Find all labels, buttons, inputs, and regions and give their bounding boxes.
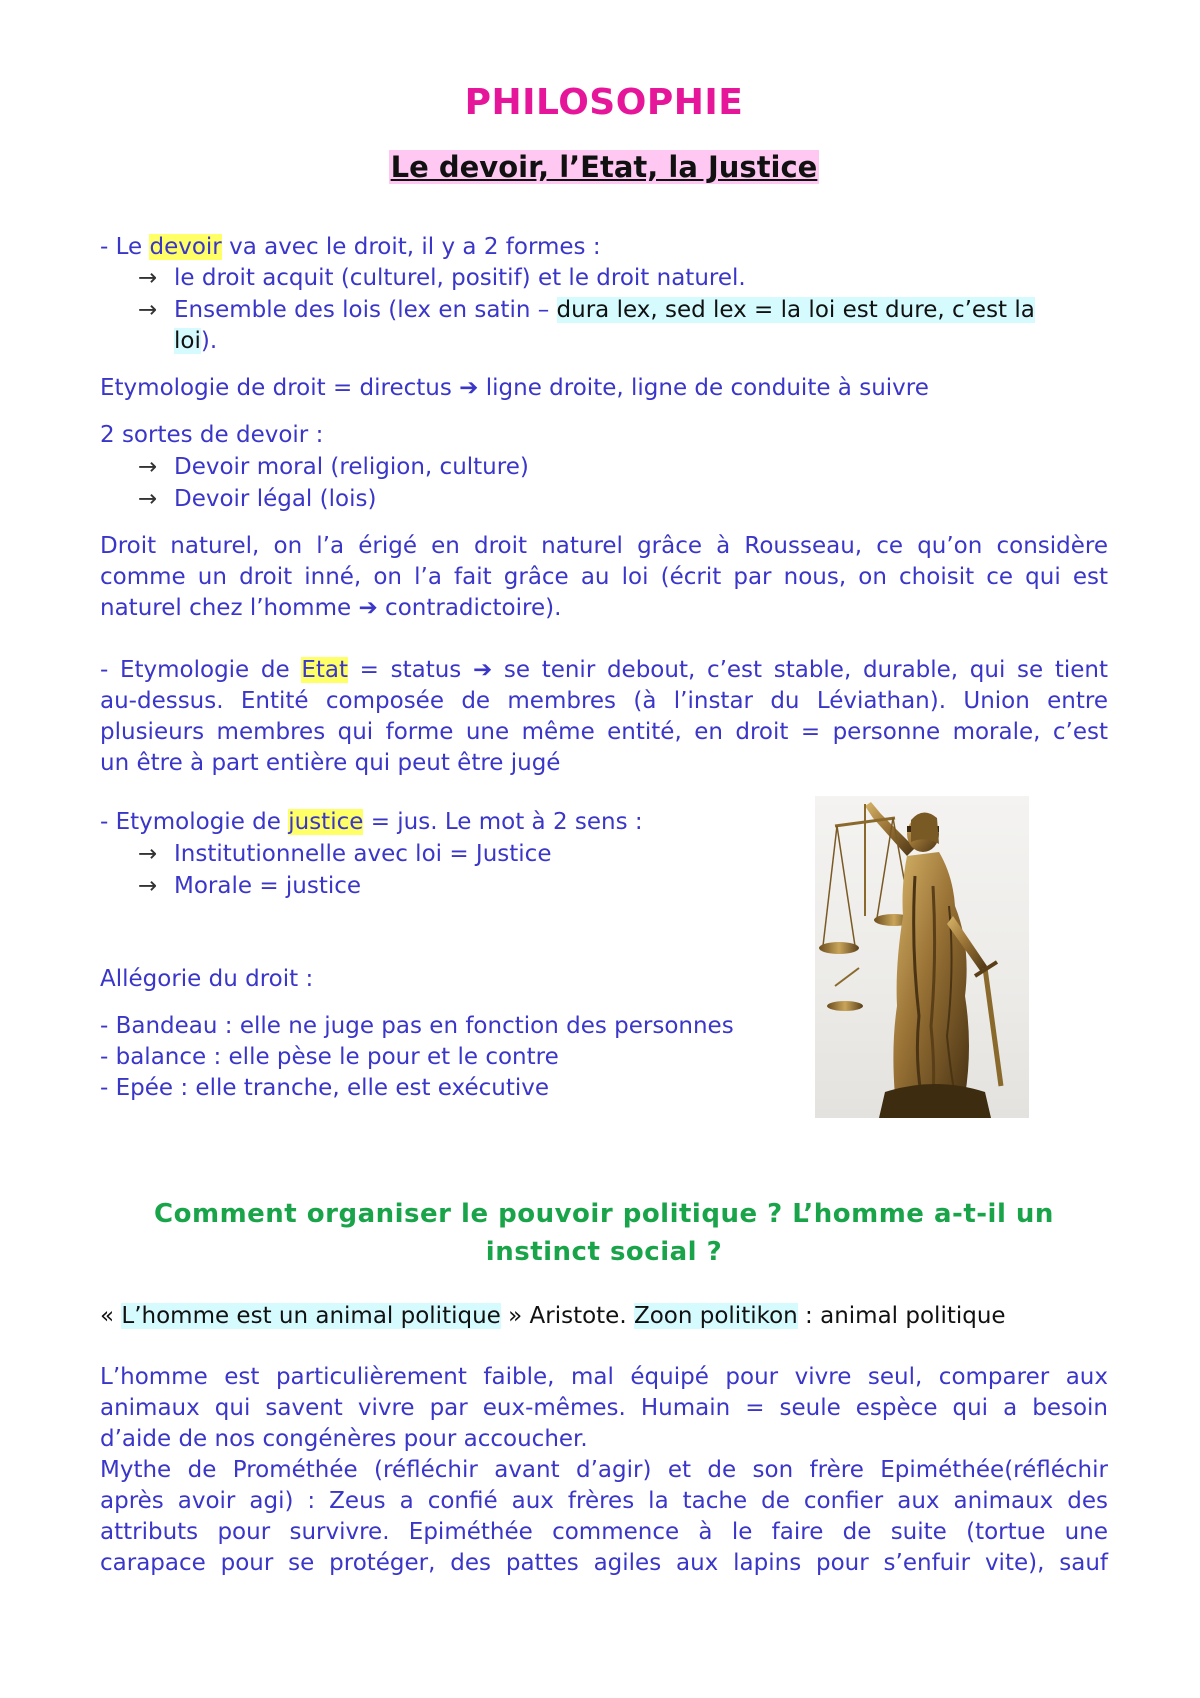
justice-statue-icon bbox=[815, 796, 1029, 1118]
text-fragment: - Le bbox=[100, 234, 150, 260]
droit-naturel-line-2: comme un droit inné, on l’a fait grâce au loi (écrit par nous, on choisit ce qui est bbox=[100, 564, 1108, 590]
etat-line-4: un être à part entière qui peut être jugé bbox=[100, 750, 561, 776]
bold-arrow-icon: ➔ bbox=[472, 657, 493, 683]
document-title: PHILOSOPHIE bbox=[464, 82, 744, 123]
text-fragment: le droit acquit (culturel, positif) et le droit naturel. bbox=[174, 265, 746, 291]
justice-statue-photo bbox=[815, 796, 1029, 1118]
arrow-item-ensemble-lois bbox=[138, 295, 1035, 326]
etat-line-2: au-dessus. Entité composée de membres (à l’instar du Léviathan). Union entre bbox=[100, 688, 1108, 714]
text-fragment: - Etymologie de bbox=[100, 809, 289, 835]
text-fragment: ). bbox=[200, 328, 218, 354]
arrow-icon: → bbox=[138, 841, 158, 867]
arrow-icon: → bbox=[138, 454, 158, 480]
sortes-devoir: 2 sortes de devoir : bbox=[100, 422, 324, 448]
droit-naturel-line-1: Droit naturel, on l’a érigé en droit naturel grâce à Rousseau, ce qu’on considère bbox=[100, 533, 1108, 559]
mythe-line-3: attributs pour survivre. Epiméthée commence à le faire de suite (tortue une bbox=[100, 1519, 1108, 1545]
text-fragment: Devoir moral (religion, culture) bbox=[174, 454, 529, 480]
etymologie-droit bbox=[100, 373, 929, 404]
text-fragment: = status bbox=[347, 657, 473, 683]
text-fragment: = jus. Le mot à 2 sens : bbox=[363, 809, 643, 835]
bold-arrow-icon: ➔ bbox=[459, 375, 479, 401]
aristote-quote bbox=[100, 1301, 1006, 1332]
arrow-item-devoir-moral bbox=[138, 452, 529, 483]
etat-line-3: plusieurs membres qui forme une même entité, en droit = personne morale, c’est bbox=[100, 719, 1108, 745]
text-fragment: contradictoire). bbox=[377, 595, 562, 621]
droit-naturel-line-3 bbox=[100, 593, 561, 624]
arrow-item-morale bbox=[138, 871, 361, 902]
allegorie-bandeau: - Bandeau : elle ne juge pas en fonction des personnes bbox=[100, 1013, 734, 1039]
arrow-icon: → bbox=[138, 873, 158, 899]
faible-line-3: d’aide de nos congénères pour accoucher. bbox=[100, 1426, 588, 1452]
arrow-icon: → bbox=[138, 486, 158, 512]
text-fragment: se tenir debout, c’est stable, durable, qui se tient bbox=[492, 657, 1108, 683]
arrow-item-devoir-legal bbox=[138, 484, 376, 515]
text-fragment: : animal politique bbox=[797, 1303, 1006, 1329]
section-heading-line-1: Comment organiser le pouvoir politique ? L’homme a-t-il un bbox=[154, 1199, 1054, 1229]
mythe-line-1: Mythe de Prométhée (réfléchir avant d’agir) et de son frère Epiméthée(réfléchir bbox=[100, 1457, 1108, 1483]
text-fragment: ligne droite, ligne de conduite à suivre bbox=[478, 375, 929, 401]
highlight-justice: justice bbox=[288, 809, 364, 835]
text-fragment: Devoir légal (lois) bbox=[174, 486, 377, 512]
highlight-loi: loi bbox=[174, 328, 201, 354]
arrow-item-continuation bbox=[174, 326, 217, 357]
mythe-line-2: après avoir agi) : Zeus a confié aux frères la tache de confier aux animaux des bbox=[100, 1488, 1108, 1514]
bold-arrow-icon: ➔ bbox=[358, 595, 378, 621]
allegorie-epee: - Epée : elle tranche, elle est exécutive bbox=[100, 1075, 549, 1101]
section-heading-line-2: instinct social ? bbox=[485, 1237, 723, 1267]
arrow-icon: → bbox=[138, 297, 158, 323]
highlight-dura-lex: dura lex, sed lex = la loi est dure, c’est la bbox=[556, 297, 1035, 323]
highlight-devoir: devoir bbox=[149, 234, 222, 260]
text-fragment: - Etymologie de bbox=[100, 657, 302, 683]
justice-line bbox=[100, 807, 643, 838]
allegorie-heading: Allégorie du droit : bbox=[100, 966, 314, 992]
arrow-item-droit-acquit bbox=[138, 263, 746, 294]
highlight-zoon-politikon: Zoon politikon bbox=[633, 1303, 798, 1329]
faible-line-2: animaux qui savent vivre par eux-mêmes. Humain = seule espèce qui a besoin bbox=[100, 1395, 1108, 1421]
text-fragment: » Aristote. bbox=[500, 1303, 634, 1329]
text-fragment: Etymologie de droit = directus bbox=[100, 375, 460, 401]
document-subtitle: Le devoir, l’Etat, la Justice bbox=[390, 150, 818, 184]
text-fragment: Institutionnelle avec loi = Justice bbox=[174, 841, 552, 867]
devoir-line bbox=[100, 232, 601, 263]
arrow-icon: → bbox=[138, 265, 158, 291]
text-fragment: « bbox=[100, 1303, 122, 1329]
text-fragment: Morale = justice bbox=[174, 873, 362, 899]
subtitle-wrap bbox=[100, 150, 1108, 184]
highlight-etat: Etat bbox=[301, 657, 348, 683]
faible-line-1: L’homme est particulièrement faible, mal équipé pour vivre seul, comparer aux bbox=[100, 1364, 1108, 1390]
text-fragment: naturel chez l’homme bbox=[100, 595, 359, 621]
highlight-quote: L’homme est un animal politique bbox=[121, 1303, 501, 1329]
etat-line-1 bbox=[100, 655, 1108, 686]
arrow-item-institutionnelle bbox=[138, 839, 551, 870]
allegorie-balance: - balance : elle pèse le pour et le contre bbox=[100, 1044, 559, 1070]
text-fragment: va avec le droit, il y a 2 formes : bbox=[221, 234, 601, 260]
mythe-line-4: carapace pour se protéger, des pattes agiles aux lapins pour s’enfuir vite), sauf bbox=[100, 1550, 1108, 1576]
text-fragment: Ensemble des lois (lex en satin – bbox=[174, 297, 557, 323]
